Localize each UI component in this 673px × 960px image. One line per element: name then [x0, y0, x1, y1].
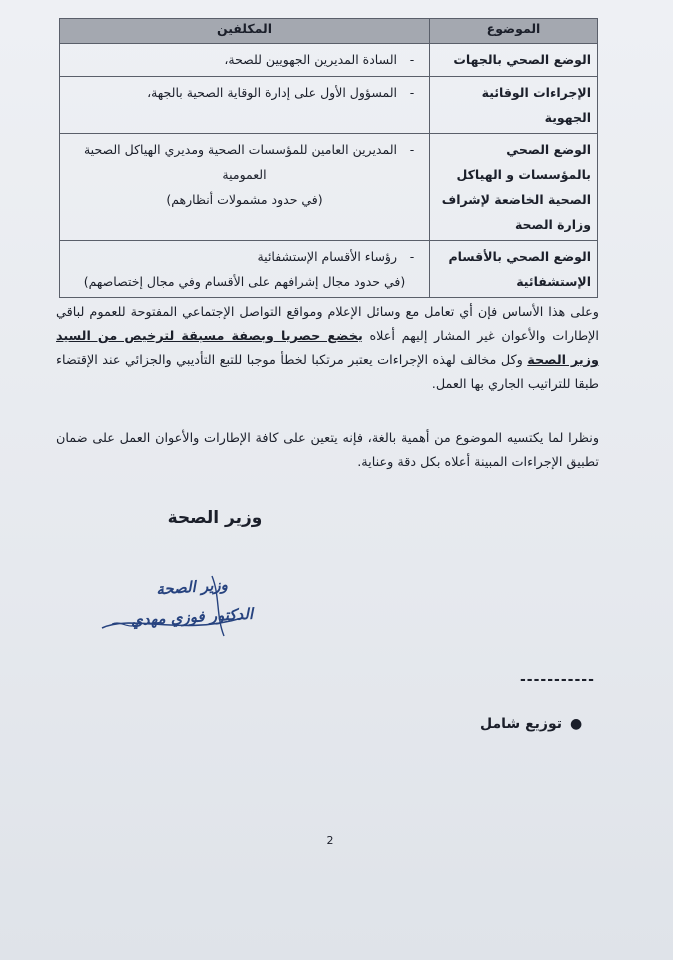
signature-line: وزير الصحة	[155, 575, 229, 599]
distribution-line	[480, 716, 582, 732]
table-row	[60, 241, 598, 298]
bullet-icon: ●	[569, 716, 583, 732]
assignee-text: رؤساء الأقسام الإستشفائية	[257, 249, 398, 264]
list-dash: -	[409, 249, 415, 264]
assignee-text: السادة المديرين الجهويين للصحة،	[224, 52, 398, 67]
assignee-text: المديرين العامين للمؤسسات الصحية ومديري الهياكل الصحية	[83, 142, 398, 157]
table-row	[60, 134, 598, 241]
assignee-text: المسؤول الأول على إدارة الوقاية الصحية بالجهة،	[147, 85, 398, 100]
subject-cell: الوضع الصحي بالجهات	[430, 44, 598, 77]
assignee-cell	[60, 44, 430, 77]
signatory-title: وزير الصحة	[167, 508, 263, 528]
separator-line: -----------	[520, 672, 595, 688]
subject-cell: الوضع الصحي بالأقسام الإستشفائية	[430, 241, 598, 298]
handwritten-signature	[92, 566, 272, 646]
table-header-row	[60, 19, 598, 44]
signature-stroke-icon	[92, 566, 272, 646]
table-row	[60, 44, 598, 77]
list-dash: -	[409, 142, 415, 157]
column-header-subject: الموضوع	[430, 19, 598, 44]
assignee-note: (في حدود مجال إشرافهم على الأقسام وفي مجال إختصاصهم)	[83, 274, 406, 289]
emphasized-text: يخضع حصريا وبصفة مسبقة لترخيص من السيد وزير الصحة	[56, 328, 599, 368]
assignee-note: (في حدود مشمولات أنظارهم)	[166, 192, 323, 207]
assignment-table	[59, 18, 598, 298]
subject-cell: الإجراءات الوقائية الجهوية	[430, 77, 598, 134]
paragraph-media-policy	[56, 301, 599, 397]
paragraph-compliance: ونظرا لما يكتسيه الموضوع من أهمية بالغة، فإنه يتعين على كافة الإطارات والأعوان العمل على ضمان تطبيق الإجراءات المبينة أعلاه بكل دقة وعناية.	[56, 430, 599, 470]
list-dash: -	[409, 85, 415, 100]
table-row	[60, 77, 598, 134]
paragraph-text: وكل مخالف لهذه الإجراءات يعتبر مرتكبا لخطأ موجبا للتبع التأديبي والجزائي عند الإقتضاء طبقا للتراتيب الجاري بها العمل.	[56, 352, 599, 392]
assignee-text-continued: العمومية	[222, 167, 267, 182]
assignee-cell	[60, 241, 430, 298]
page-number: 2	[326, 834, 334, 847]
distribution-label: توزيع شامل	[480, 716, 562, 732]
subject-cell: الوضع الصحي بالمؤسسات و الهياكل الصحية الخاضعة لإشراف وزارة الصحة	[430, 134, 598, 241]
assignee-cell	[60, 134, 430, 241]
list-dash: -	[409, 52, 415, 67]
paragraph-text: وعلى هذا الأساس فإن أي تعامل مع وسائل الإعلام ومواقع التواصل الإجتماعي المفتوحة للعموم لباقي الإطارات والأعوان غير المشار إليهم أعلاه	[56, 304, 599, 344]
assignee-cell	[60, 77, 430, 134]
column-header-assignees: المكلفين	[60, 19, 430, 44]
signature-line: الدكتور فوزي مهدي	[130, 604, 254, 630]
